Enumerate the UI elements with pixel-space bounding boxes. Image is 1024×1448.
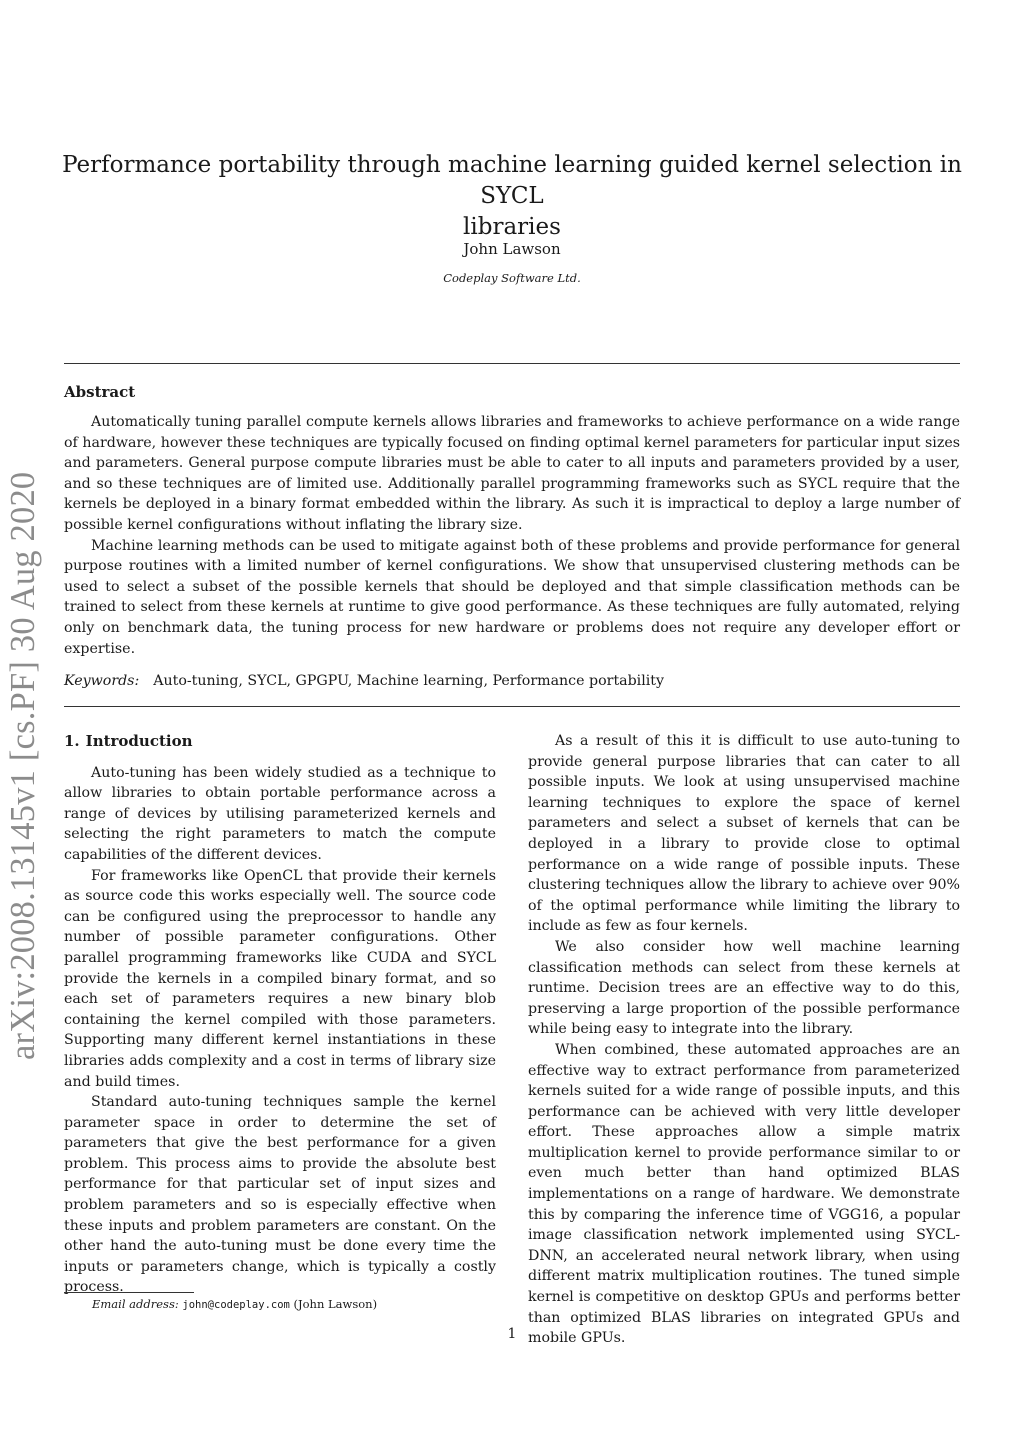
right-column xyxy=(528,731,960,1349)
body-paragraph: For frameworks like OpenCL that provide their kernels as source code this works especially well. The source code can be configured using the preprocessor to handle any number of possible parameter configurations. Other parallel programming frameworks like CUDA and SYCL provide the kernels in a compiled binary format, and so each set of parameters requires a new binary blob containing the kernel compiled with those parameters. Supporting many different kernel instantiations in these libraries adds complexity and a cost in terms of library size and build times. xyxy=(64,867,496,1090)
body-paragraph: As a result of this it is difficult to use auto-tuning to provide general purpose libraries that can cater to all possible inputs. We look at using unsupervised machine learning techniques to explore the space of kernel parameters and select a subset of kernels that can be deployed in a library to provide close to optimal performance on a wide range of possible inputs. These clustering techniques allow the library to achieve over 90% of the optimal performance while limiting the library to include as few as four kernels. xyxy=(528,733,960,935)
keywords-line xyxy=(64,673,664,689)
paper-title xyxy=(60,150,964,243)
section-number: 1. xyxy=(64,732,80,750)
footnote-email: john@codeplay.com xyxy=(182,1299,290,1311)
footnote-name: (John Lawson) xyxy=(293,1297,378,1311)
abstract-bottom-rule xyxy=(64,706,960,707)
left-column xyxy=(64,731,496,1298)
footnote-rule xyxy=(64,1292,194,1293)
author-affiliation: Codeplay Software Ltd. xyxy=(443,271,581,285)
abstract-body xyxy=(64,412,960,659)
arxiv-identifier-stamp: arXiv:2008.13145v1 [cs.PF] 30 Aug 2020 xyxy=(4,471,42,1060)
keywords-list: Auto-tuning, SYCL, GPGPU, Machine learning, Performance portability xyxy=(153,673,665,689)
abstract-paragraph: Automatically tuning parallel compute kernels allows libraries and frameworks to achieve performance on a wide range of hardware, however these techniques are typically focused on finding optimal kernel parameters for particular input sizes and parameters. General purpose compute libraries must be able to cater to all inputs and parameters provided by a user, and so these techniques are of limited use. Additionally parallel programming frameworks such as SYCL require that the kernels be deployed in a binary format embedded within the library. As such it is impractical to deploy a large number of possible kernel configurations without inflating the library size. xyxy=(64,414,960,533)
abstract-paragraph: Machine learning methods can be used to mitigate against both of these problems and provide performance for general purpose routines with a limited number of kernel configurations. We show that unsupervised clustering methods can be used to select a subset of the possible kernels that should be deployed and that simple classification methods can be trained to select from these kernels at runtime to give good performance. As these techniques are fully automated, relying only on benchmark data, the tuning process for new hardware or problems does not require any developer effort or expertise. xyxy=(64,537,960,657)
footnote-label: Email address: xyxy=(92,1297,179,1311)
body-paragraph: Auto-tuning has been widely studied as a technique to allow libraries to obtain portable performance across a range of devices by utilising parameterized kernels and selecting the right parameters to match the compute capabilities of the different devices. xyxy=(64,764,496,863)
body-paragraph: When combined, these automated approaches are an effective way to extract performance from parameterized kernels suited for a wide range of possible inputs, and this performance can be achieved with very little developer effort. These approaches allow a simple matrix multiplication kernel to provide performance similar to or even much better than hand optimized BLAS implementations on a range of hardware. We demonstrate this by comparing the inference time of VGG16, a popular image classification network implemented using SYCL-DNN, an accelerated neural network library, when using different matrix multiplication routines. The tuned simple kernel is competitive on desktop GPUs and performs better than optimized BLAS libraries on integrated GPUs and mobile GPUs. xyxy=(528,1041,960,1347)
section-title: Introduction xyxy=(85,732,193,750)
body-paragraph: Standard auto-tuning techniques sample the kernel parameter space in order to determine the set of parameters that give the best performance for a given problem. This process aims to provide the absolute best performance for that particular set of input sizes and problem parameters and so is especially effective when these inputs and problem parameters are constant. On the other hand the auto-tuning must be done every time the inputs or parameters change, which is typically a costly process. xyxy=(64,1094,496,1296)
body-paragraph: We also consider how well machine learning classification methods can select from these kernels at runtime. Decision trees are an effective way to do this, preserving a large proportion of the possible performance while being easy to integrate into the library. xyxy=(528,938,960,1038)
author-name: John Lawson xyxy=(463,240,561,258)
footnote xyxy=(92,1297,377,1311)
section-heading xyxy=(64,731,496,752)
page-number: 1 xyxy=(507,1326,517,1342)
title-line-1: Performance portability through machine learning guided kernel selection in SYCL xyxy=(62,152,962,209)
abstract-top-rule xyxy=(64,363,960,364)
title-line-2: libraries xyxy=(463,214,561,240)
keywords-label: Keywords: xyxy=(64,673,140,689)
abstract-heading: Abstract xyxy=(64,383,136,401)
